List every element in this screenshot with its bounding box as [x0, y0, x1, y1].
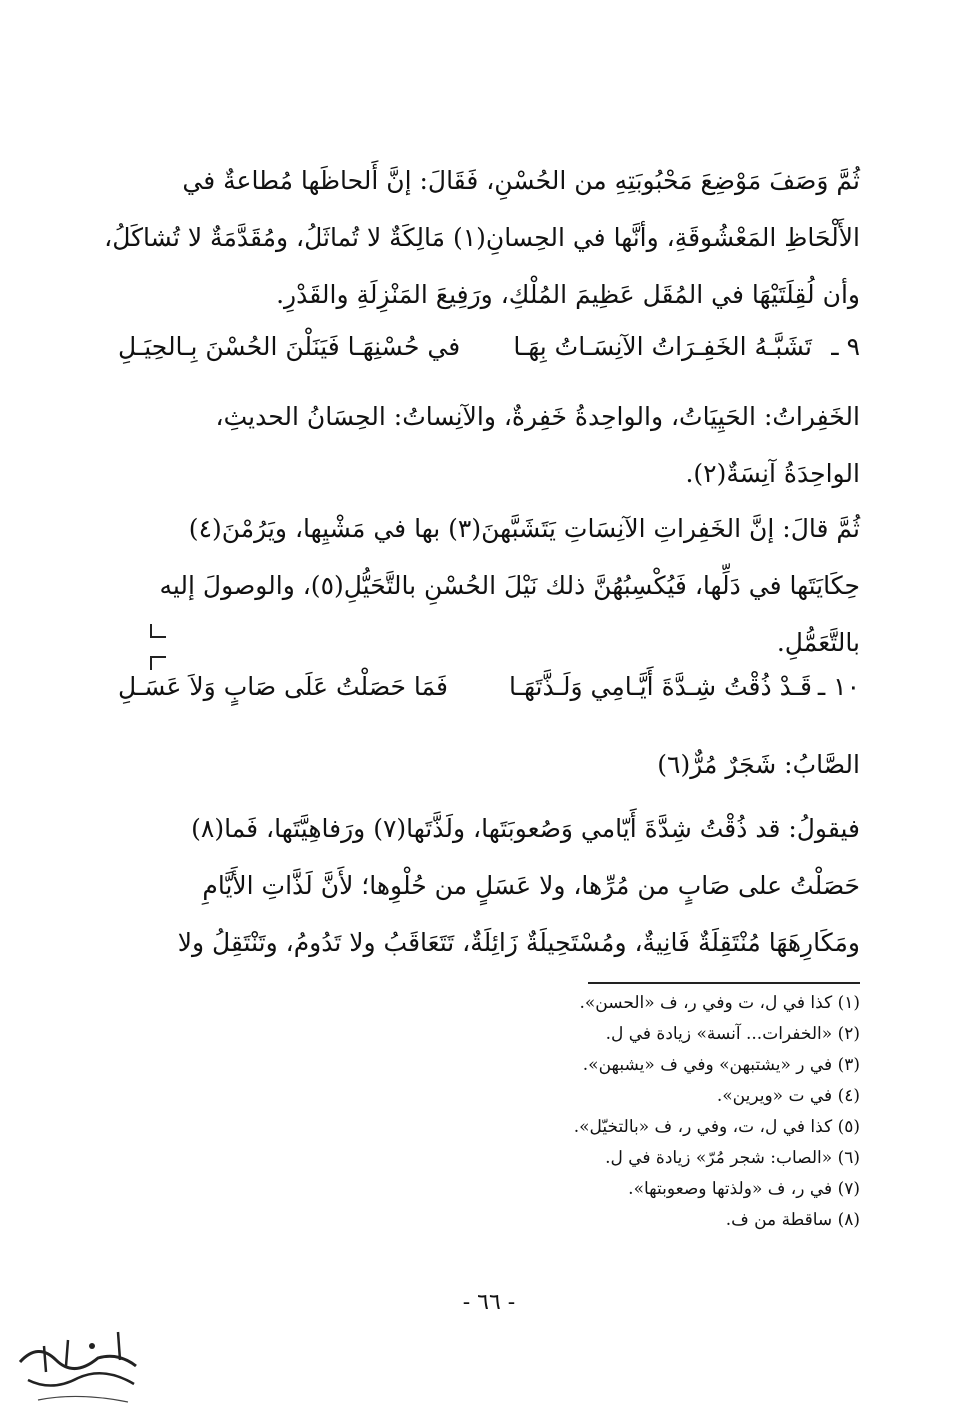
- text-line: ثُمَّ قالَ: إنَّ الخَفِراتِ الآنِسَاتِ يَتَشَبَّهنَ(٣) بها في مَشْيِها، ويَرُمْنَ(٤): [188, 514, 860, 543]
- text-line: فيقولُ: قد ذُقْتُ شِدَّةَ أَيّامي وَصُعوبَتَها، ولَذَّتَها(٧) ورَفاهِيَّتَها، فَما(٨): [191, 814, 860, 843]
- text-line: الخَفِراتُ: الحَيِيَاتُ، والواحِدةُ خَفِرةٌ، والآنِساتُ: الحِسَانُ الحديثِ،: [215, 402, 860, 431]
- page-number: - ٦٦ -: [462, 1290, 516, 1315]
- library-stamp-logo: [8, 1322, 158, 1412]
- paragraph-1: [104, 152, 860, 323]
- margin-bracket-top: [150, 624, 166, 638]
- text-line: الأَلْحَاظِ المَعْشُوقَةِ، وأنَّها في الحِسانِ(١) مَالِكَةٌ لا تُماثَلُ، ومُقَدَّمَةٌ لا تُشاكَلُ،: [104, 223, 860, 252]
- verse-hemistich-2: في حُسْنِهَـا فَيَنَلْنَ الحُسْنَ بِـالحِيَـلِ: [118, 332, 461, 361]
- footnote: (٣) في ر «يشتبهن» وفي ف «يشبهن».: [582, 1055, 860, 1075]
- verse-10: [118, 662, 860, 712]
- footnote: (٢) «الخفرات... آنسة» زيادة في ل.: [605, 1024, 860, 1044]
- text-line: حَصَلْتُ على صَابٍ من مُرِّها، ولا عَسَلٍ من حُلْوِها؛ لأَنَّ لَذَّاتِ الأَيَّامِ: [202, 871, 860, 900]
- verse-number: ٩ ـ: [831, 332, 860, 361]
- footnote: (٥) كذا في ل، ت، وفي ر، ف «بالتخيّل».: [573, 1117, 860, 1137]
- footnote: (٨) ساقطة من ف.: [725, 1210, 860, 1230]
- definition-line: الصَّابُ: شَجَرٌ مُرٌّ(٦): [657, 750, 860, 779]
- text-line: بالتَّعَمُّلِ.: [776, 628, 860, 657]
- verse-hemistich-1: قَـدْ ذُقْتُ شِـدَّةَ أَيَّـامِي وَلَـذَّتَهَـا: [509, 672, 812, 701]
- text-line: الواحِدَةُ آنِسَةٌ(٢).: [685, 459, 860, 488]
- verse-hemistich-2: فَمَا حَصَلْتُ عَلَى صَابٍ وَلاَ عَسَـلِ: [118, 672, 448, 701]
- footnotes: [118, 988, 860, 1236]
- paragraph-3: [118, 500, 860, 671]
- text-line: ثُمَّ وَصَفَ مَوْضِعَ مَحْبُوبَتِهِ من الحُسْنِ، فَقَالَ: إنَّ أَلحاظَها مُطاعةٌ في: [182, 166, 860, 195]
- footnote: (١) كذا في ل، ت وفي ر، ف «الحسن».: [579, 993, 860, 1013]
- verse-9: [118, 322, 860, 372]
- footnote: (٤) في ت «ويرين».: [716, 1086, 860, 1106]
- verse-number: ١٠ ـ: [817, 672, 860, 701]
- text-line: حِكَايَتَها في دَلِّها، فَيُكْسِبُهُنَّ ذلك نَيْلَ الحُسْنِ بالتَّحَيُّلِ(٥)، والوصولَ إليه: [159, 571, 860, 600]
- paragraph-4: [118, 800, 860, 971]
- footnote-separator: [588, 982, 860, 984]
- verse-hemistich-1: تَشَبَّـهُ الخَفِـرَاتُ الآنِسَـاتُ بِهَـا: [513, 332, 812, 361]
- text-line: وأن لُقِلَتَيْهَا في المُقَل عَظِيمَ المُلْكِ، ورَفِيعَ المَنْزِلَةِ والقَدْرِ.: [276, 280, 860, 309]
- text-line: ومَكَارِهَهَا مُنْتَقِلَةٌ فَانِيةٌ، ومُسْتَحِيلَةٌ زَائِلَةٌ، تَتَعَاقَبُ ولا تَدُومُ، وتَنْتَقِلُ ولا: [177, 928, 860, 957]
- paragraph-2: [118, 388, 860, 502]
- footnote: (٦) «الصاب: شجر مُرّ» زيادة في ل.: [605, 1148, 860, 1168]
- footnote: (٧) في ر، ف «ولذتها وصعوبتها».: [628, 1179, 860, 1199]
